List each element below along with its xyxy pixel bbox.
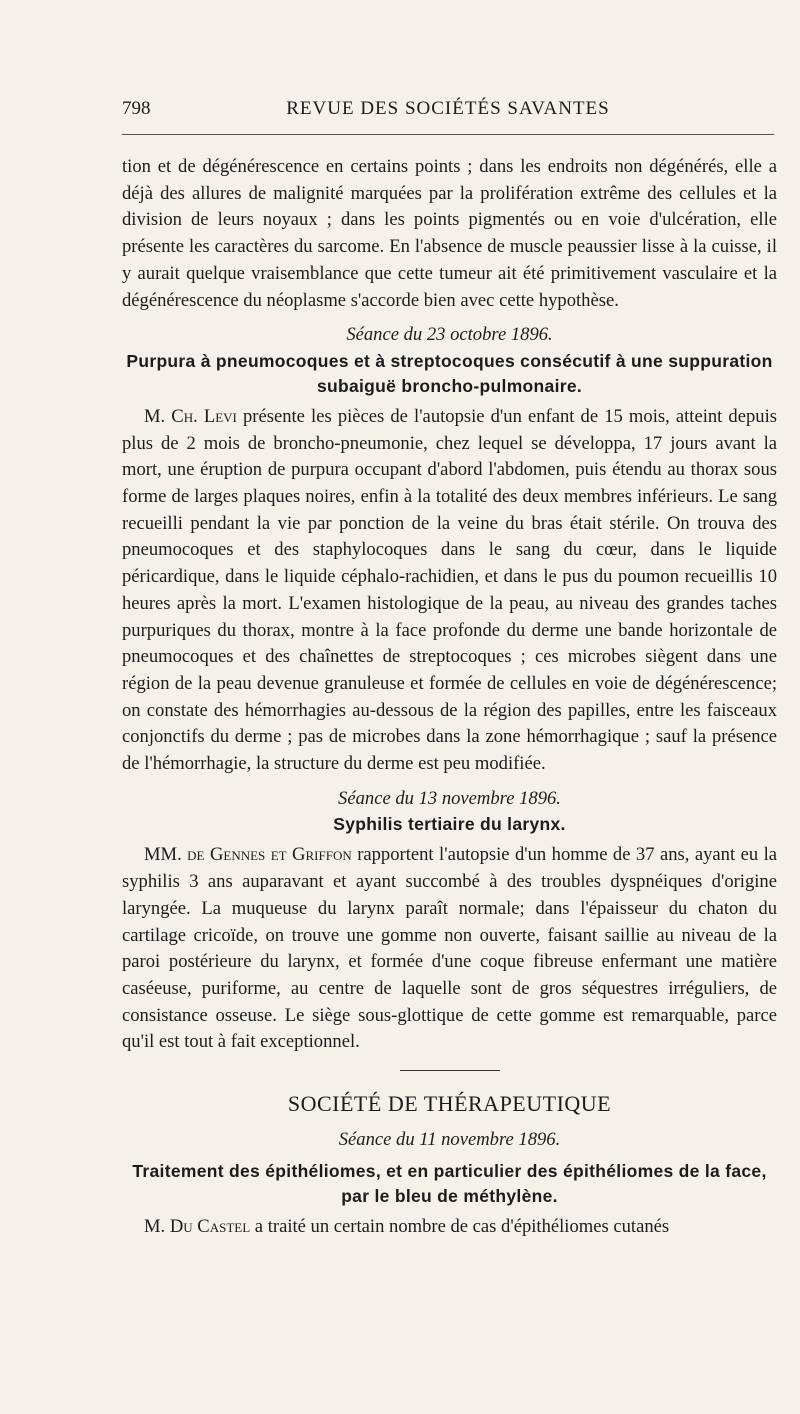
author-prefix: M. — [144, 1215, 170, 1237]
page-body — [122, 154, 777, 1240]
society-heading: SOCIÉTÉ DE THÉRAPEUTIQUE — [287, 1091, 612, 1117]
paragraph-text: rapportent l'autopsie d'un homme de 37 ans, ayant eu la syphilis 3 ans auparavant et ayant succombé à des troubles dyspnéiques d'origine laryngée. La muqueuse du larynx paraît normale; dans l'épaisseur du chaton du cartilage cricoïde, on trouve une gomme non ouverte, faisant saillie au niveau de la paroi postérieure du larynx, et formée d'une coque fibreuse enfermant une matière caséeuse, puriforme, au centre de laquelle sont de gros séquestres irréguliers, de consistance osseuse. Le siège sous-glottique de cette gomme est remarquable, parce qu'il est tout à fait exceptionnel. — [122, 844, 777, 1053]
author-name: Ch. Levi — [171, 405, 237, 427]
seance-date-3: Séance du 11 novembre 1896. — [338, 1128, 561, 1150]
continued-paragraph: tion et de dégénérescence en certains points ; dans les endroits non dégénérés, elle a déjà des allures de malignité marquées par la prolifération extrême des cellules et la division de leurs noyaux ; dans les points pigmentés ou en voie d'ulcération, elle présente les caractères du sarcome. En l'absence de muscle peaussier lisse à la cuisse, il y aurait quelque vraisemblance que cette tumeur ait été primitivement vasculaire et la dégénérescence du néoplasme s'accorde bien avec cette hypothèse. — [122, 156, 777, 311]
paragraph-syphilis — [122, 842, 777, 1056]
paragraph-text: a traité un certain nombre de cas d'épithéliomes cutanés — [250, 1215, 670, 1237]
seance-date-2: Séance du 13 novembre 1896. — [338, 787, 561, 809]
running-title: REVUE DES SOCIÉTÉS SAVANTES — [286, 98, 610, 119]
seance-date-1: Séance du 23 octobre 1896. — [346, 324, 553, 346]
section-separator — [400, 1070, 500, 1071]
article-title-syphilis: Syphilis tertiaire du larynx. — [333, 814, 566, 835]
paragraph-text: présente les pièces de l'autopsie d'un enfant de 15 mois, atteint depuis plus de 2 mois de broncho-pneumonie, chez lequel se développa, 17 jours avant la mort, une éruption de purpura occupant d'abord l'abdomen, puis étendu au thorax sous forme de larges plaques noires, enfin à la totalité des deux membres inférieurs. Le sang recueilli pendant la vie par ponction de la veine du bras était stérile. On trouva des pneumocoques et des staphylocoques dans le sang du cœur, dans le liquide péricardique, dans le liquide céphalo-rachidien, et dans le pus du poumon recueillis 10 heures après la mort. L'examen histologique de la peau, au niveau des grandes taches purpuriques du thorax, montre à la face profonde du derme une bande horizontale de pneumocoques et des chaînettes de streptocoques ; ces microbes siègent dans une région de la peau devenue granuleuse et formée de cellules en voie de dégénérescence; on constate des hémorrhagies au-dessous de la région des papilles, entre les faisceaux conjonctifs du derme ; pas de microbes dans la zone hémorrhagique ; sauf la présence de l'hémorrhagie, la structure du derme est peu modifiée. — [122, 405, 777, 775]
running-header — [122, 98, 774, 126]
paragraph-epitheliomes — [122, 1214, 777, 1241]
article-title-epitheliomes: Traitement des épithéliomes, et en particulier des épithéliomes de la face, par le bleu de méthylène. — [132, 1160, 767, 1206]
page-number: 798 — [122, 98, 151, 119]
article-title-purpura: Purpura à pneumocoques et à streptocoques consécutif à une suppuration subaiguë broncho-pulmonaire. — [126, 350, 773, 396]
header-rule — [122, 134, 774, 135]
author-name: de Gennes et Griffon — [187, 844, 352, 866]
author-prefix: MM. — [144, 844, 188, 866]
paragraph-purpura — [122, 404, 777, 778]
author-name: Du Castel — [169, 1215, 251, 1237]
author-prefix: M. — [144, 405, 172, 427]
